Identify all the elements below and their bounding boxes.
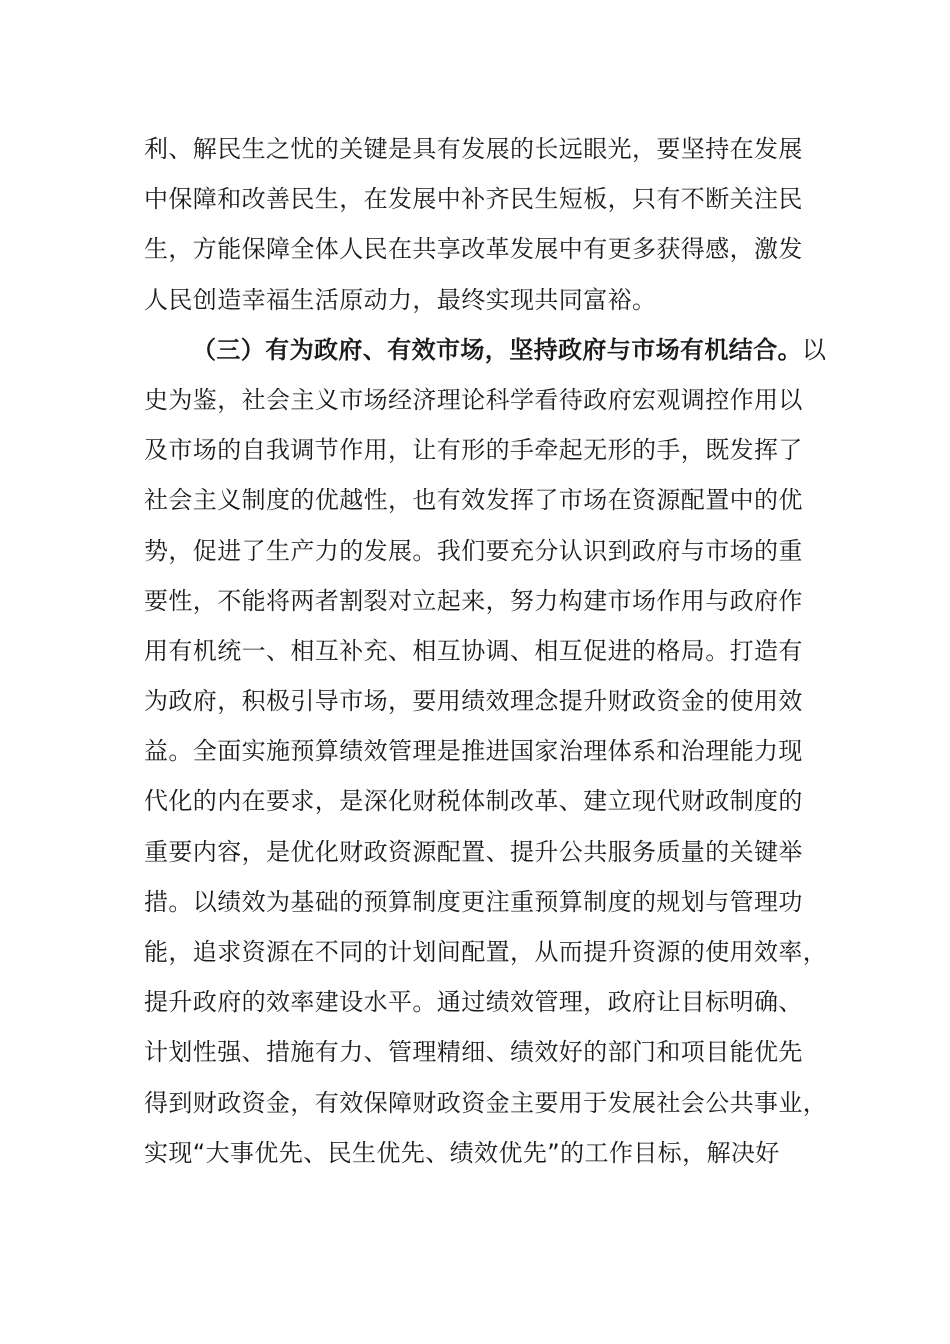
text-line: 益。全面实施预算绩效管理是推进国家治理体系和治理能力现 <box>144 737 803 766</box>
text-line: 能，追求资源在不同的计划间配置，从而提升资源的使用效率， <box>144 938 828 966</box>
section-heading: （三）有为政府、有效市场，坚持政府与市场有机结合。 <box>192 335 802 364</box>
text-line: 为政府，积极引导市场，要用绩效理念提升财政资金的使用效 <box>144 687 803 716</box>
text-line: 用有机统一、相互补充、相互协调、相互促进的格局。打造有 <box>144 636 803 665</box>
text-line: 实现“大事优先、民生优先、绩效优先”的工作目标，解决好 <box>144 1138 780 1167</box>
text-line: 提升政府的效率建设水平。通过绩效管理，政府让目标明确、 <box>144 988 803 1017</box>
text-line: 社会主义制度的优越性，也有效发挥了市场在资源配置中的优 <box>144 486 803 515</box>
text-line: 史为鉴，社会主义市场经济理论科学看待政府宏观调控作用以 <box>144 385 803 414</box>
text-line: 及市场的自我调节作用，让有形的手牵起无形的手，既发挥了 <box>144 436 803 465</box>
text-line: 势，促进了生产力的发展。我们要充分认识到政府与市场的重 <box>144 536 803 565</box>
section-heading-line <box>144 325 827 375</box>
text-line: 中保障和改善民生，在发展中补齐民生短板，只有不断关注民 <box>144 185 803 214</box>
text-line: 生，方能保障全体人民在共享改革发展中有更多获得感，激发 <box>144 235 803 264</box>
text-line: 利、解民生之忧的关键是具有发展的长远眼光，要坚持在发展 <box>144 135 803 163</box>
text-line: 代化的内在要求，是深化财税体制改革、建立现代财政制度的 <box>144 787 803 816</box>
body-text <box>144 124 828 1178</box>
text-line: 得到财政资金，有效保障财政资金主要用于发展社会公共事业， <box>144 1088 828 1117</box>
text-line: 要性，不能将两者割裂对立起来，努力构建市场作用与政府作 <box>144 586 803 615</box>
text-line: 重要内容，是优化财政资源配置、提升公共服务质量的关键举 <box>144 837 803 866</box>
text-line: 计划性强、措施有力、管理精细、绩效好的部门和项目能优先 <box>144 1038 803 1067</box>
text-line: 人民创造幸福生活原动力，最终实现共同富裕。 <box>144 285 657 314</box>
text-line: 措。以绩效为基础的预算制度更注重预算制度的规划与管理功 <box>144 887 803 916</box>
text-fragment: 以 <box>802 335 827 364</box>
